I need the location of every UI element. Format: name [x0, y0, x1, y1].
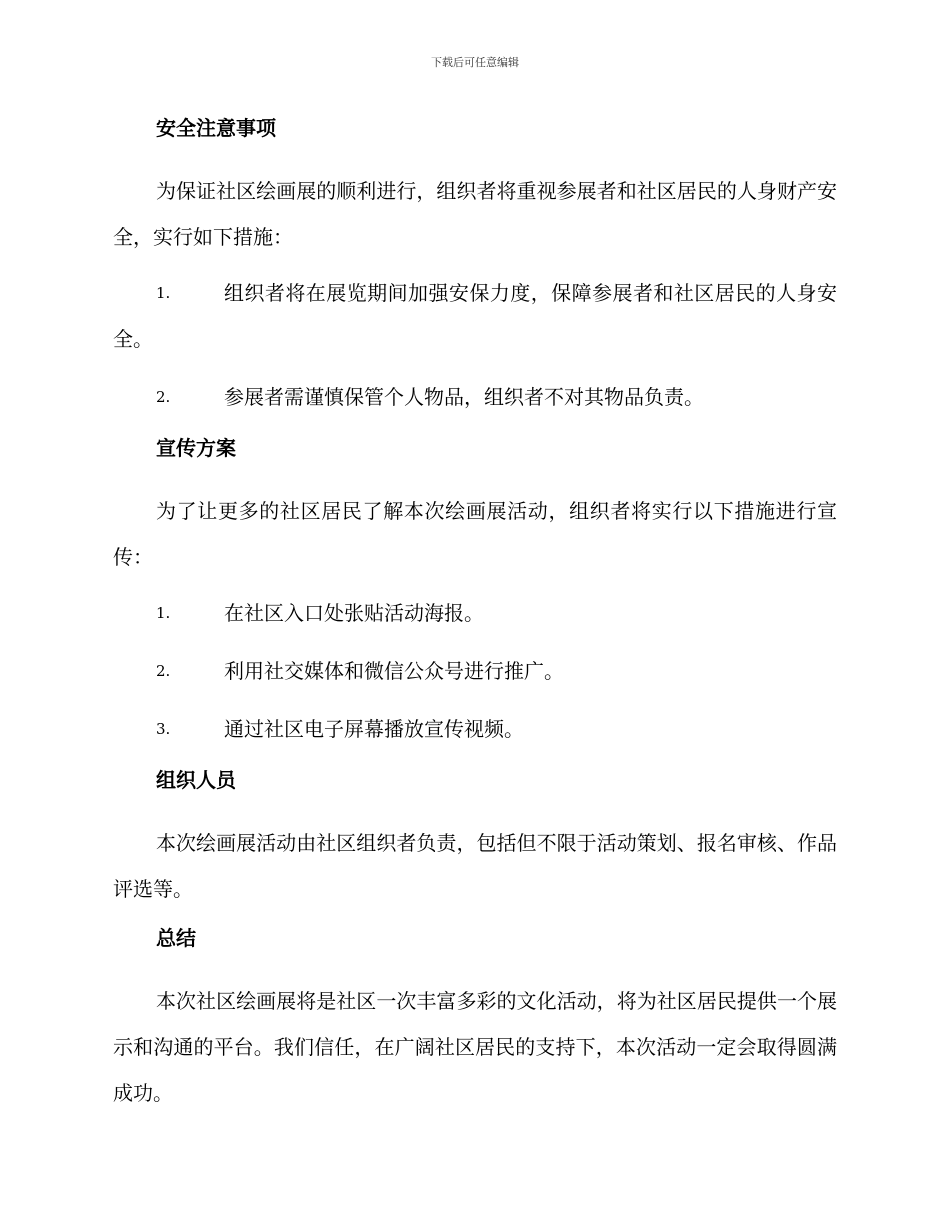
- section-title-summary: 总结: [156, 926, 196, 950]
- section-intro-promotion: 为了让更多的社区居民了解本次绘画展活动，组织者将实行以下措施进行宣传：: [113, 499, 837, 569]
- list-item: [113, 270, 837, 362]
- document-body: [113, 112, 837, 1126]
- section-title-promotion: 宣传方案: [156, 436, 236, 460]
- list-item-number: 2.: [156, 662, 171, 680]
- list-item-number: 1.: [156, 284, 171, 302]
- list-item: [113, 590, 837, 636]
- list-item: [113, 374, 837, 420]
- list-item-text: 参展者需谨慎保管个人物品，组织者不对其物品负责。: [224, 385, 704, 409]
- list-item-text: 组织者将在展览期间加强安保力度，保障参展者和社区居民的人身安全。: [113, 281, 837, 351]
- header-note: 下载后可任意编辑: [431, 56, 519, 69]
- list-item-number: 3.: [156, 720, 171, 738]
- section-intro-safety: 为保证社区绘画展的顺利进行，组织者将重视参展者和社区居民的人身财产安全，实行如下措施：: [113, 179, 837, 249]
- section-intro-summary: 本次社区绘画展将是社区一次丰富多彩的文化活动，将为社区居民提供一个展示和沟通的平台。我们信任，在广阔社区居民的支持下，本次活动一定会取得圆满成功。: [113, 989, 837, 1105]
- section-title-safety: 安全注意事项: [156, 116, 276, 140]
- list-item-number: 2.: [156, 388, 171, 406]
- list-item: [113, 706, 837, 752]
- list-item-text: 利用社交媒体和微信公众号进行推广。: [224, 659, 564, 683]
- list-item-text: 在社区入口处张贴活动海报。: [224, 601, 484, 625]
- section-intro-organizers: 本次绘画展活动由社区组织者负责，包括但不限于活动策划、报名审核、作品评选等。: [113, 831, 837, 901]
- list-item: [113, 648, 837, 694]
- section-title-organizers: 组织人员: [156, 768, 236, 792]
- list-item-number: 1.: [156, 604, 171, 622]
- list-item-text: 通过社区电子屏幕播放宣传视频。: [224, 717, 524, 741]
